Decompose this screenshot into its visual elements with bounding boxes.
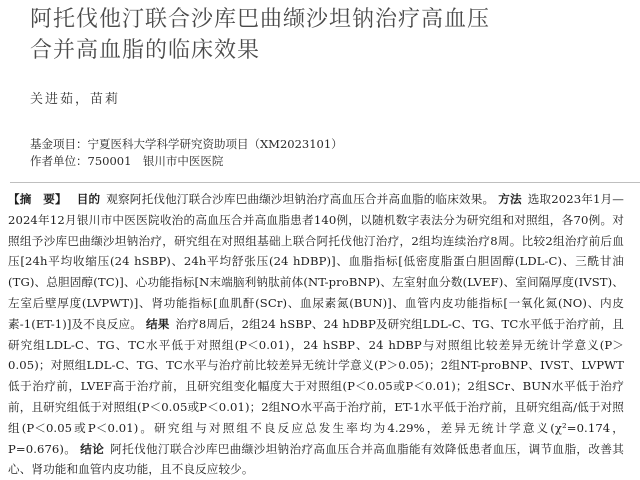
abstract-paragraph xyxy=(8,189,624,480)
author-names: 关进茹，苗莉 xyxy=(30,92,121,107)
unit-value: 750001 银川市中医医院 xyxy=(87,154,224,168)
methods-text: 选取2023年1月—2024年12月银川市中医医院收治的高血压合并高血脂患者140例，以随机数字表法分为研究组和对照组，各70例。对照组予沙库巴曲缬沙坦钠治疗，研究组在对照组基础上联合阿托伐他汀治疗，2组均连续治疗8周。比较2组治疗前后血压[24h平均收缩压(24 hSBP)、24h平均舒张压(24 hDBP)]、血脂指标[低密度脂蛋白胆固醇(LDL-C)、三酰甘油(TG)、总胆固醇(TC)]、心功能指标[N末端脑利钠肽前体(NT-proBNP)、左室射血分数(LVEF)、室间隔厚度(IVST)、左室后壁厚度(LVPWT)]、肾功能指标[血肌酐(SCr)、血尿素氮(BUN)]、血管内皮功能指标[一氧化氮(NO)、内皮素-1(ET-1)]及不良反应。 xyxy=(8,192,624,331)
abstract-label: 【摘 要】 xyxy=(8,192,67,206)
author-unit-line xyxy=(30,152,223,170)
conclusion-label: 结论 xyxy=(80,441,105,456)
unit-label: 作者单位： xyxy=(30,154,88,168)
results-text: 治疗8周后，2组24 hSBP、24 hDBP及研究组LDL-C、TG、TC水平低于治疗前，且研究组LDL-C、TG、TC水平低于对照组(P＜0.01)，24 hSBP、24 hDBP与对照组比较差异无统计学意义(P＞0.05)；对照组LDL-C、TG、TC水平与治疗前比较差异无统计学意义(P＞0.05)；2组NT-proBNP、IVST、LVPWT低于治疗前，LVEF高于治疗前，且研究组变化幅度大于对照组(P＜0.05或P＜0.01)；2组SCr、BUN水平低于治疗前，且研究组低于对照组(P＜0.05或P＜0.01)；2组NO水平高于治疗前，ET-1水平低于治疗前，且研究组高/低于对照组(P＜0.05或P＜0.01)。研究组与对照组不良反应总发生率均为4.29%，差异无统计学意义(χ²=0.174，P=0.676)。 xyxy=(8,316,624,456)
conclusion-text: 阿托伐他汀联合沙库巴曲缬沙坦钠治疗高血压合并高血脂能有效降低患者血压，调节血脂，改善其心、肾功能和血管内皮功能，且不良反应较少。 xyxy=(8,441,624,477)
fund-value: 宁夏医科大学科学研究资助项目（XM2023101） xyxy=(87,137,343,151)
methods-label: 方法 xyxy=(498,192,522,206)
title-line-2: 合并高血脂的临床效果 xyxy=(30,38,261,63)
objective-label: 目的 xyxy=(76,192,101,206)
title-line-1: 阿托伐他汀联合沙库巴曲缬沙坦钠治疗高血压 xyxy=(30,7,491,32)
fund-line xyxy=(30,135,343,153)
objective-text: 观察阿托伐他汀联合沙库巴曲缬沙坦钠治疗高血压合并高血脂的临床效果。 xyxy=(106,192,495,206)
results-label: 结果 xyxy=(145,316,170,331)
section-divider xyxy=(10,182,640,183)
article-title xyxy=(30,4,630,66)
fund-label: 基金项目： xyxy=(30,137,88,151)
